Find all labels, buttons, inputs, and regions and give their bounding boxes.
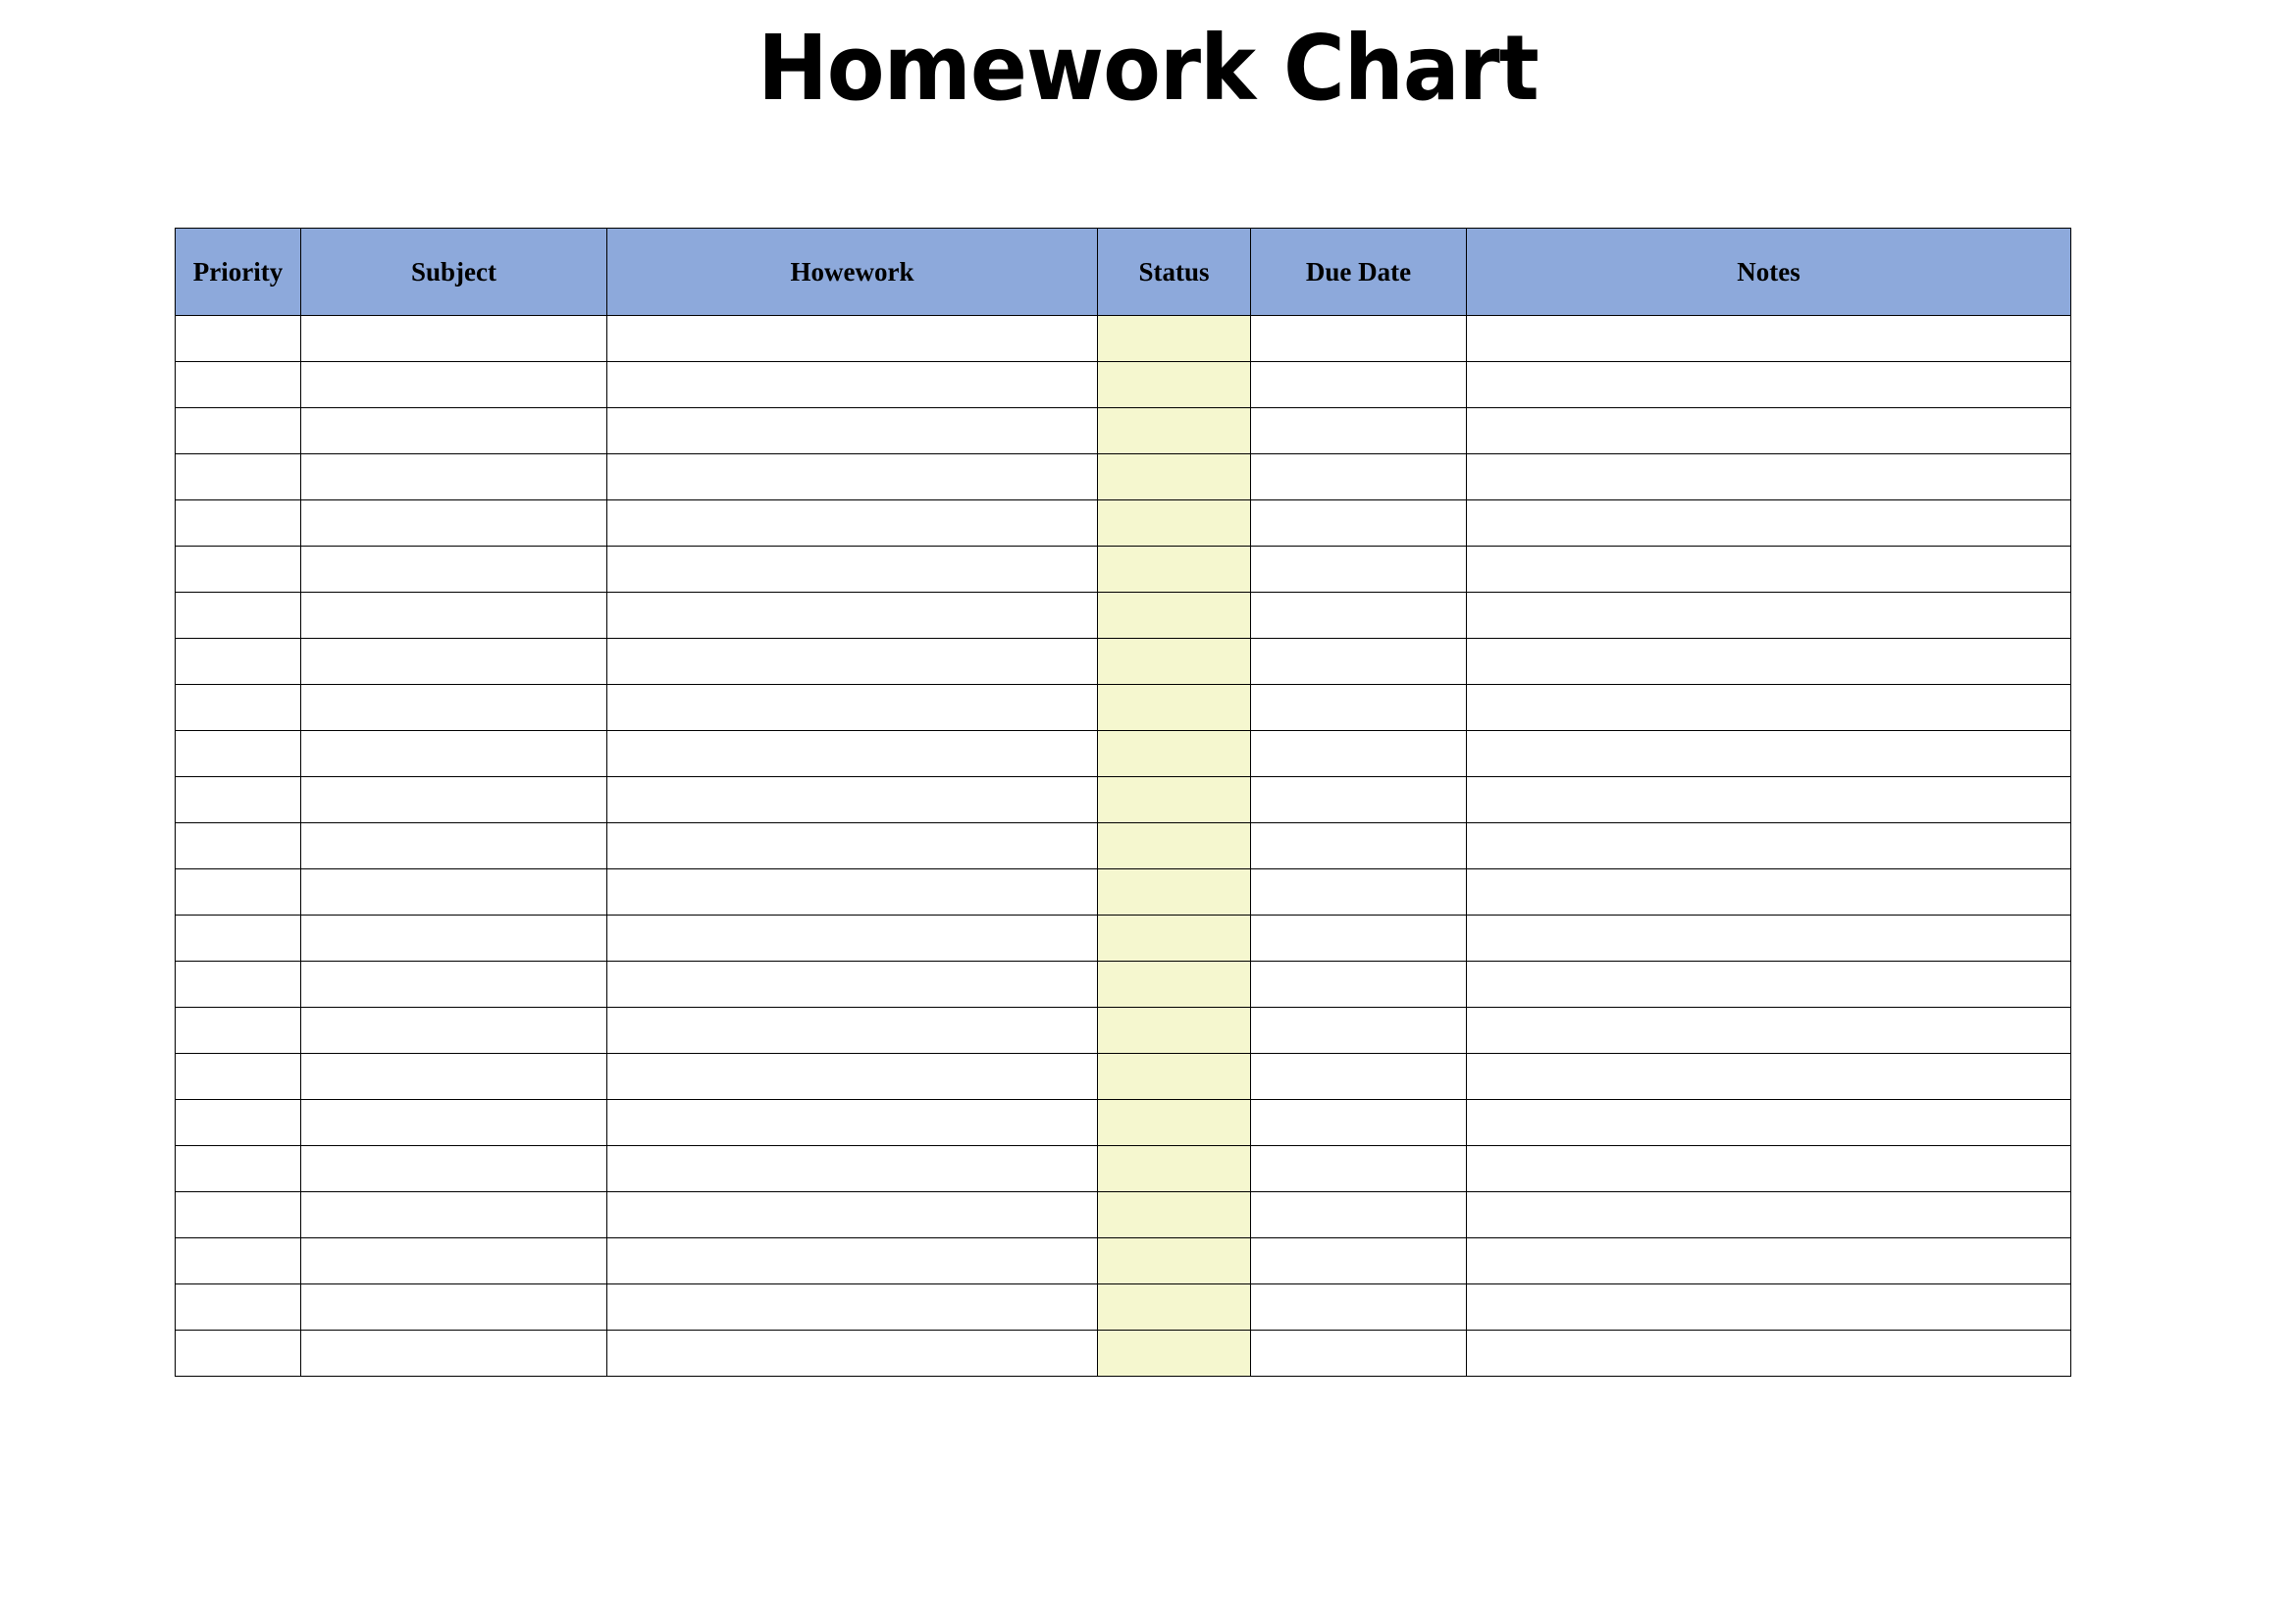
cell-status[interactable] (1098, 408, 1251, 454)
page-title: Homework Chart (757, 16, 1539, 121)
table-row[interactable] (176, 1146, 2071, 1192)
cell-status[interactable] (1098, 1054, 1251, 1100)
cell-notes[interactable] (1467, 1008, 2071, 1054)
cell-homework[interactable] (607, 869, 1098, 916)
table-row[interactable] (176, 316, 2071, 362)
cell-status[interactable] (1098, 1331, 1251, 1377)
cell-subject[interactable] (301, 500, 607, 547)
column-header-subject: Subject (301, 229, 607, 316)
cell-priority[interactable] (176, 408, 301, 454)
cell-due_date[interactable] (1251, 362, 1467, 408)
table-row[interactable] (176, 916, 2071, 962)
cell-subject[interactable] (301, 962, 607, 1008)
cell-notes[interactable] (1467, 547, 2071, 593)
cell-subject[interactable] (301, 408, 607, 454)
cell-priority[interactable] (176, 1146, 301, 1192)
cell-notes[interactable] (1467, 454, 2071, 500)
cell-homework[interactable] (607, 547, 1098, 593)
cell-homework[interactable] (607, 362, 1098, 408)
table-row[interactable] (176, 685, 2071, 731)
cell-due_date[interactable] (1251, 1146, 1467, 1192)
cell-homework[interactable] (607, 408, 1098, 454)
cell-subject[interactable] (301, 777, 607, 823)
cell-priority[interactable] (176, 916, 301, 962)
cell-due_date[interactable] (1251, 1238, 1467, 1284)
cell-subject[interactable] (301, 731, 607, 777)
cell-homework[interactable] (607, 1331, 1098, 1377)
cell-notes[interactable] (1467, 823, 2071, 869)
cell-homework[interactable] (607, 1008, 1098, 1054)
table-row[interactable] (176, 1054, 2071, 1100)
cell-homework[interactable] (607, 962, 1098, 1008)
table-row[interactable] (176, 777, 2071, 823)
cell-subject[interactable] (301, 547, 607, 593)
cell-status[interactable] (1098, 1008, 1251, 1054)
cell-notes[interactable] (1467, 777, 2071, 823)
cell-subject[interactable] (301, 362, 607, 408)
cell-notes[interactable] (1467, 1100, 2071, 1146)
table-row[interactable] (176, 639, 2071, 685)
cell-subject[interactable] (301, 1008, 607, 1054)
cell-priority[interactable] (176, 593, 301, 639)
cell-priority[interactable] (176, 869, 301, 916)
cell-homework[interactable] (607, 454, 1098, 500)
cell-homework[interactable] (607, 731, 1098, 777)
cell-homework[interactable] (607, 685, 1098, 731)
cell-notes[interactable] (1467, 1054, 2071, 1100)
cell-status[interactable] (1098, 962, 1251, 1008)
table-body (176, 316, 2071, 1377)
cell-subject[interactable] (301, 316, 607, 362)
cell-notes[interactable] (1467, 362, 2071, 408)
cell-notes[interactable] (1467, 593, 2071, 639)
cell-homework[interactable] (607, 1054, 1098, 1100)
cell-notes[interactable] (1467, 500, 2071, 547)
column-header-notes: Notes (1467, 229, 2071, 316)
table-row[interactable] (176, 1192, 2071, 1238)
cell-due_date[interactable] (1251, 1284, 1467, 1331)
cell-notes[interactable] (1467, 316, 2071, 362)
cell-due_date[interactable] (1251, 823, 1467, 869)
cell-priority[interactable] (176, 1331, 301, 1377)
cell-priority[interactable] (176, 316, 301, 362)
cell-status[interactable] (1098, 731, 1251, 777)
cell-priority[interactable] (176, 777, 301, 823)
cell-status[interactable] (1098, 1100, 1251, 1146)
cell-notes[interactable] (1467, 408, 2071, 454)
cell-priority[interactable] (176, 639, 301, 685)
cell-priority[interactable] (176, 731, 301, 777)
table-row[interactable] (176, 547, 2071, 593)
cell-status[interactable] (1098, 500, 1251, 547)
cell-subject[interactable] (301, 454, 607, 500)
table-row[interactable] (176, 362, 2071, 408)
table-row[interactable] (176, 1331, 2071, 1377)
cell-notes[interactable] (1467, 869, 2071, 916)
table-header-row (176, 229, 2071, 316)
table-row[interactable] (176, 1238, 2071, 1284)
cell-homework[interactable] (607, 777, 1098, 823)
cell-due_date[interactable] (1251, 962, 1467, 1008)
cell-due_date[interactable] (1251, 1008, 1467, 1054)
cell-homework[interactable] (607, 1284, 1098, 1331)
table-row[interactable] (176, 454, 2071, 500)
cell-homework[interactable] (607, 916, 1098, 962)
table-header (176, 229, 2071, 316)
cell-due_date[interactable] (1251, 685, 1467, 731)
cell-priority[interactable] (176, 1284, 301, 1331)
cell-subject[interactable] (301, 639, 607, 685)
cell-subject[interactable] (301, 1284, 607, 1331)
cell-homework[interactable] (607, 1146, 1098, 1192)
cell-status[interactable] (1098, 823, 1251, 869)
column-header-status: Status (1098, 229, 1251, 316)
cell-notes[interactable] (1467, 639, 2071, 685)
cell-due_date[interactable] (1251, 639, 1467, 685)
cell-subject[interactable] (301, 593, 607, 639)
cell-status[interactable] (1098, 1284, 1251, 1331)
cell-priority[interactable] (176, 685, 301, 731)
homework-chart-table-container (175, 228, 2070, 1377)
cell-due_date[interactable] (1251, 1054, 1467, 1100)
cell-subject[interactable] (301, 1331, 607, 1377)
cell-notes[interactable] (1467, 1192, 2071, 1238)
cell-due_date[interactable] (1251, 777, 1467, 823)
cell-subject[interactable] (301, 1238, 607, 1284)
cell-due_date[interactable] (1251, 1100, 1467, 1146)
cell-homework[interactable] (607, 823, 1098, 869)
cell-due_date[interactable] (1251, 316, 1467, 362)
table-row[interactable] (176, 731, 2071, 777)
cell-priority[interactable] (176, 1192, 301, 1238)
table-row[interactable] (176, 593, 2071, 639)
cell-notes[interactable] (1467, 1146, 2071, 1192)
cell-homework[interactable] (607, 316, 1098, 362)
table-row[interactable] (176, 1008, 2071, 1054)
column-header-priority: Priority (176, 229, 301, 316)
cell-homework[interactable] (607, 1100, 1098, 1146)
table-row[interactable] (176, 869, 2071, 916)
cell-priority[interactable] (176, 1054, 301, 1100)
cell-subject[interactable] (301, 1054, 607, 1100)
cell-status[interactable] (1098, 916, 1251, 962)
cell-subject[interactable] (301, 1146, 607, 1192)
homework-chart-table (175, 228, 2071, 1377)
cell-priority[interactable] (176, 362, 301, 408)
cell-subject[interactable] (301, 1100, 607, 1146)
table-row[interactable] (176, 1100, 2071, 1146)
cell-priority[interactable] (176, 454, 301, 500)
column-header-due-date: Due Date (1251, 229, 1467, 316)
table-row[interactable] (176, 500, 2071, 547)
cell-status[interactable] (1098, 777, 1251, 823)
cell-due_date[interactable] (1251, 500, 1467, 547)
cell-notes[interactable] (1467, 1284, 2071, 1331)
cell-notes[interactable] (1467, 1238, 2071, 1284)
cell-status[interactable] (1098, 869, 1251, 916)
cell-notes[interactable] (1467, 962, 2071, 1008)
cell-subject[interactable] (301, 1192, 607, 1238)
cell-status[interactable] (1098, 316, 1251, 362)
cell-homework[interactable] (607, 639, 1098, 685)
cell-status[interactable] (1098, 593, 1251, 639)
cell-homework[interactable] (607, 500, 1098, 547)
cell-notes[interactable] (1467, 916, 2071, 962)
cell-status[interactable] (1098, 685, 1251, 731)
cell-due_date[interactable] (1251, 869, 1467, 916)
cell-priority[interactable] (176, 962, 301, 1008)
cell-due_date[interactable] (1251, 454, 1467, 500)
cell-due_date[interactable] (1251, 1192, 1467, 1238)
cell-priority[interactable] (176, 1100, 301, 1146)
cell-homework[interactable] (607, 1192, 1098, 1238)
cell-priority[interactable] (176, 547, 301, 593)
column-header-homework: Howework (607, 229, 1098, 316)
cell-priority[interactable] (176, 1238, 301, 1284)
cell-due_date[interactable] (1251, 916, 1467, 962)
cell-subject[interactable] (301, 823, 607, 869)
cell-due_date[interactable] (1251, 408, 1467, 454)
cell-priority[interactable] (176, 1008, 301, 1054)
cell-due_date[interactable] (1251, 593, 1467, 639)
cell-notes[interactable] (1467, 685, 2071, 731)
table-row[interactable] (176, 962, 2071, 1008)
cell-notes[interactable] (1467, 1331, 2071, 1377)
cell-due_date[interactable] (1251, 1331, 1467, 1377)
cell-priority[interactable] (176, 500, 301, 547)
cell-status[interactable] (1098, 1238, 1251, 1284)
table-row[interactable] (176, 408, 2071, 454)
cell-subject[interactable] (301, 685, 607, 731)
cell-status[interactable] (1098, 362, 1251, 408)
cell-status[interactable] (1098, 547, 1251, 593)
cell-status[interactable] (1098, 639, 1251, 685)
cell-priority[interactable] (176, 823, 301, 869)
cell-subject[interactable] (301, 916, 607, 962)
cell-status[interactable] (1098, 1146, 1251, 1192)
cell-notes[interactable] (1467, 731, 2071, 777)
cell-status[interactable] (1098, 454, 1251, 500)
cell-status[interactable] (1098, 1192, 1251, 1238)
cell-subject[interactable] (301, 869, 607, 916)
cell-due_date[interactable] (1251, 547, 1467, 593)
cell-due_date[interactable] (1251, 731, 1467, 777)
cell-homework[interactable] (607, 593, 1098, 639)
cell-homework[interactable] (607, 1238, 1098, 1284)
table-row[interactable] (176, 1284, 2071, 1331)
table-row[interactable] (176, 823, 2071, 869)
